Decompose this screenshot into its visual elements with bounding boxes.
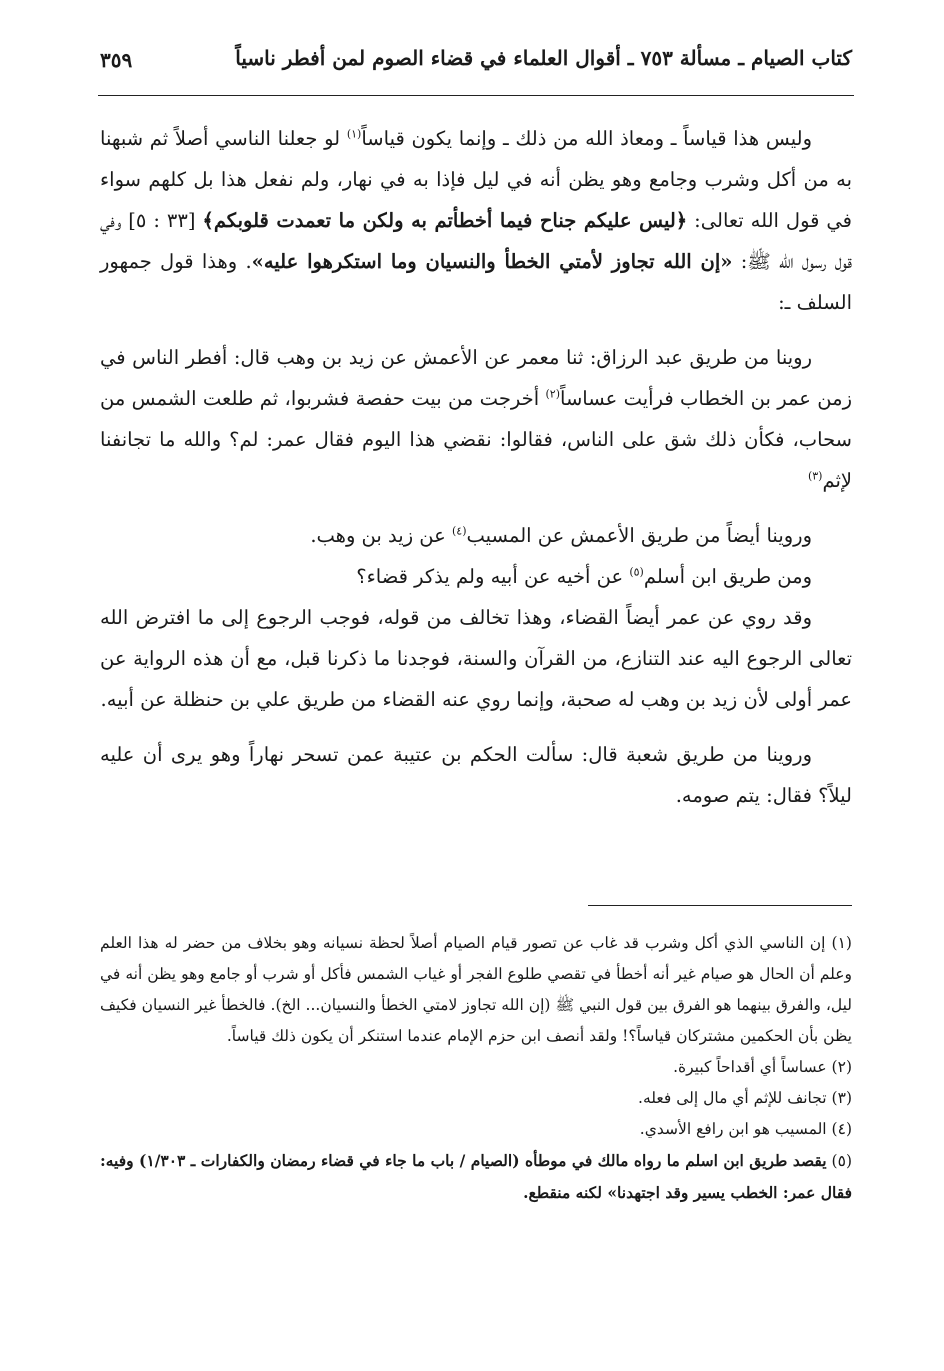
- footnote-5-label: (٥): [831, 1152, 852, 1170]
- paragraph-4-text-b: عن أخيه عن أبيه ولم يذكر قضاء؟: [356, 565, 630, 588]
- footnote-ref-1: (١): [346, 127, 362, 141]
- footnote-1-text: إن الناسي الذي أكل وشرب قد غاب عن تصور قيام الصيام أصلاً لحظة نسيانه وهو بخلاف من حضر له هذا العلم وعلم أن الحال هو صيام غير أنه أخطأ في تقصي طلوع الفجر أو غياب الشمس فأكل أو شرب أو جامع وهو يظن أنه في ليل، والفرق بينهما هو الفرق بين قول النبي ﷺ (إن الله تجاوز لامتي الخطأ والنسيان... الخ). فالخطأ غير النسيان فكيف يظن بأن الحكمين مشتركان قياساً؟! ولقد أنصف ابن حزم الإمام عندما استنكر أن يكون ذلك قياساً.: [100, 934, 852, 1045]
- footnote-5-text: يقصد طريق ابن اسلم ما رواه مالك في موطأه (الصيام / باب ما جاء في قضاء رمضان والكفارات ـ ١/٣٠٣) وفيه: فقال عمر: الخطب يسير وقد اجتهدنا» لكنه منقطع.: [100, 1151, 852, 1202]
- paragraph-2-text-b: أخرجت من بيت حفصة فشربوا، ثم طلعت الشمس من سحاب، فكأن ذلك شق على الناس، فقالوا: نقضي هذا اليوم فقال عمر: لم؟ والله ما تجانفنا لإثم: [100, 387, 852, 492]
- paragraph-4: [100, 556, 852, 597]
- footnote-2-text: عساساً أي أقداحاً كبيرة.: [673, 1058, 827, 1076]
- hadith-quote: «إن الله تجاوز لأمتي الخطأ والنسيان وما استكرهوا عليه»: [251, 250, 733, 273]
- footnote-3-label: (٣): [831, 1089, 852, 1107]
- footnote-3-text: تجانف للإثم أي مال إلى فعله.: [638, 1089, 827, 1107]
- paragraph-3-text-a: وروينا أيضاً من طريق الأعمش عن المسيب: [466, 524, 812, 547]
- quran-verse: ﴿ليس عليكم جناح فيما أخطأتم به ولكن ما تعمدت قلوبكم﴾: [202, 209, 688, 232]
- paragraph-6: وروينا من طريق شعبة قال: سألت الحكم بن عتيبة عمن تسحر نهاراً وهو يرى أن عليه ليلاً؟ فقال: يتم صومه.: [100, 743, 852, 807]
- paragraph-2-text-a: روينا من طريق عبد الرزاق: ثنا معمر عن الأعمش عن زيد بن وهب قال: أفطر الناس في زمن عمر بن الخطاب فرأيت عساساً: [100, 346, 852, 410]
- footnote-2: [100, 1052, 852, 1083]
- footnote-ref-3: (٣): [807, 469, 823, 483]
- paragraph-1-text-b: لو جعلنا الناسي أصلاً ثم شبهنا به من أكل وشرب وجامع وهو يظن أنه في ليل فإذا به في نهار، ولم نفعل هذا بل كلهم سواء في قول الله تعالى:: [100, 127, 852, 232]
- footnote-1-label: (١): [831, 934, 852, 952]
- paragraph-3: [100, 515, 852, 556]
- footnote-ref-2: (٢): [545, 387, 560, 401]
- page-number: ٣٥٩: [100, 48, 133, 72]
- footnote-ref-5: (٥): [629, 565, 644, 579]
- footnote-5: [100, 1145, 852, 1209]
- header-rule: [98, 95, 854, 96]
- footnote-2-label: (٢): [831, 1058, 852, 1076]
- footnote-rule: [588, 905, 852, 906]
- footnote-3: [100, 1083, 852, 1114]
- footnote-4-label: (٤): [831, 1120, 852, 1138]
- paragraph-2: [100, 337, 852, 501]
- footnote-ref-4: (٤): [451, 524, 467, 538]
- footnote-4: [100, 1114, 852, 1145]
- running-header: [100, 46, 852, 86]
- paragraph-3-text-b: عن زيد بن وهب.: [310, 524, 452, 547]
- paragraph-4-text-a: ومن طريق ابن أسلم: [643, 565, 812, 588]
- paragraph-1-text-d: . وهذا قول جمهور السلف ـ:: [100, 250, 852, 314]
- footnote-1: [100, 928, 852, 1052]
- paragraph-1-text-c: [٣٣ : ٥] وفي قول رسول الله ﷺ:: [100, 209, 852, 273]
- paragraph-1-text-a: وليس هذا قياساً ـ ومعاذ الله من ذلك ـ وإنما يكون قياساً: [361, 127, 812, 150]
- main-text: [100, 118, 852, 816]
- paragraph-5: وقد روي عن عمر أيضاً القضاء، وهذا تخالف من قوله، فوجب الرجوع إلى ما افترض الله تعالى الرجوع اليه عند التنازع، من القرآن والسنة، فوجدنا ما ذكرنا قبل، مع أن هذه الرواية عن عمر أولى لأن زيد بن وهب له صحبة، وإنما روي عنه القضاء من طريق علي بن حنظلة عن أبيه.: [100, 606, 852, 711]
- running-header-title: كتاب الصيام ـ مسألة ٧٥٣ ـ أقوال العلماء في قضاء الصوم لمن أفطر ناسياً: [235, 46, 852, 70]
- footnote-4-text: المسيب هو ابن رافع الأسدي.: [639, 1120, 827, 1138]
- paragraph-1: [100, 118, 852, 323]
- footnotes: [100, 928, 852, 1209]
